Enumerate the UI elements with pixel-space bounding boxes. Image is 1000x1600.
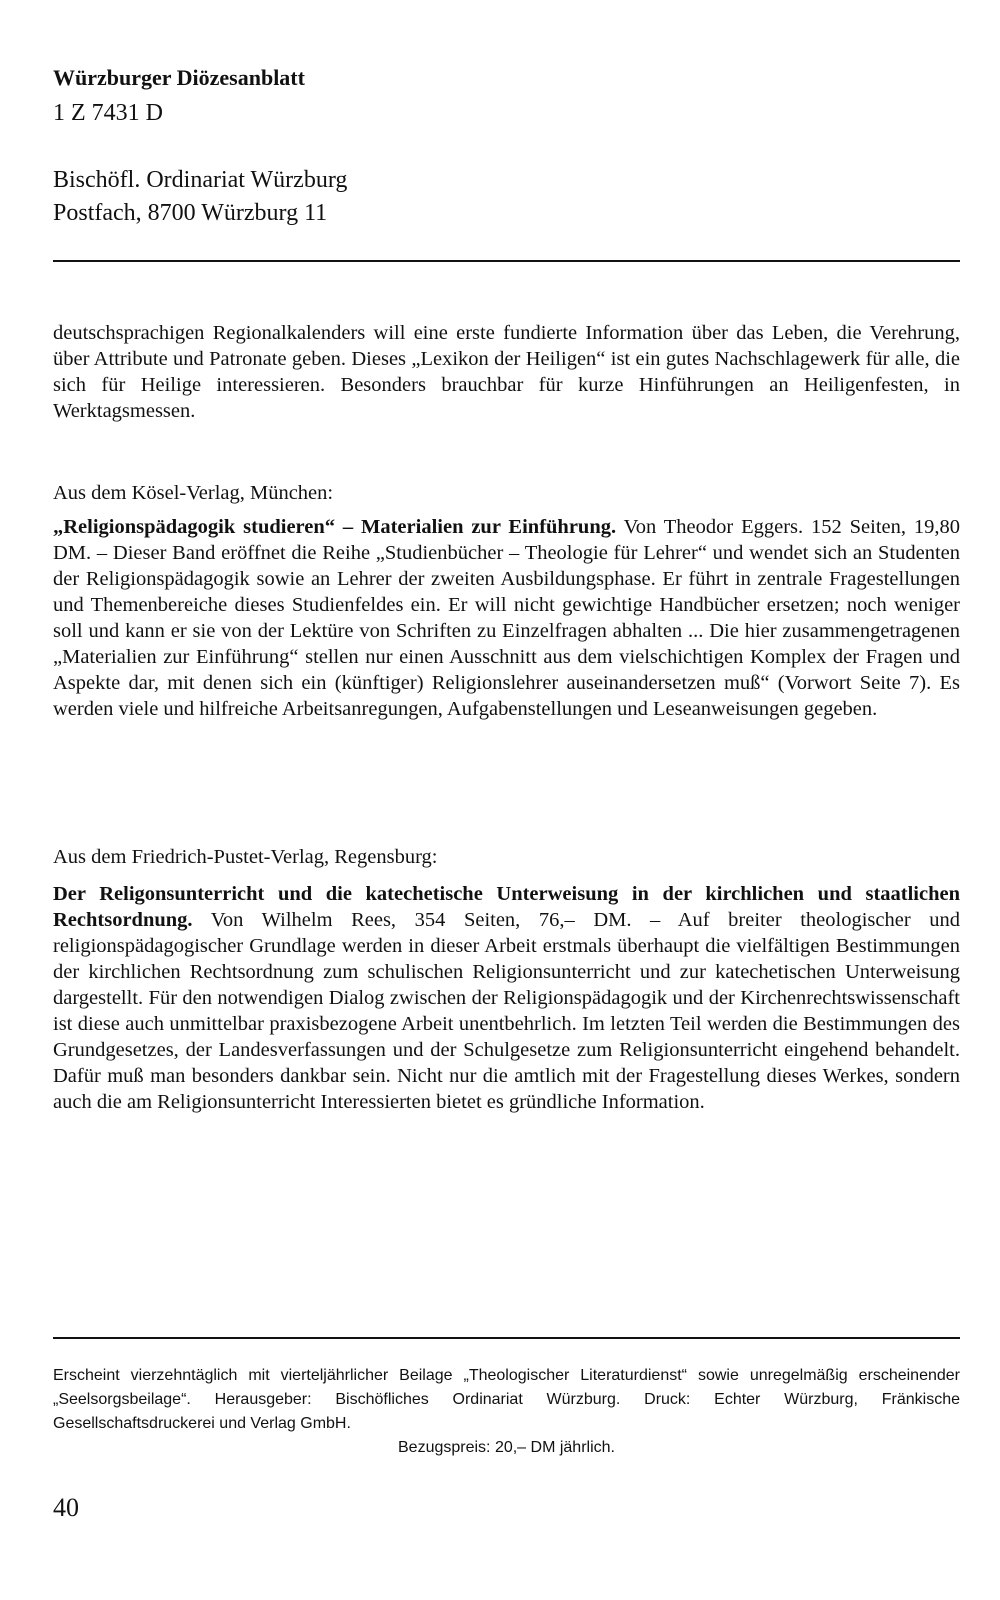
intro-paragraph: deutschsprachigen Regionalkalenders will eine erste fundierte Information über das Leben, die Verehrung, über Attribute und Patronate geben. Dieses „Lexikon der Heiligen“ ist ein gutes Nachschlagewerk für alle, die sich für Heilige interessieren. Besonders brauchbar für kurze Hinführungen an Heiligenfesten, in Werktagsmessen. xyxy=(53,322,960,422)
section-heading-koesel: Aus dem Kösel-Verlag, München: xyxy=(53,482,334,504)
subscription-price: Bezugspreis: 20,– DM jährlich. xyxy=(398,1439,615,1456)
footer-divider xyxy=(53,1337,960,1339)
page-number: 40 xyxy=(53,1493,79,1522)
book-title-pustet: Der Religonsunterricht und die katechetische Unterweisung in der kirchlichen und staatlichen Rechtsordnung. xyxy=(53,883,960,931)
book-title-koesel: „Religionspädagogik studieren“ – Materialien zur Einführung. xyxy=(53,516,617,538)
review-body-pustet: Von Wilhelm Rees, 354 Seiten, 76,– DM. – Auf breiter theologischer und religionspädagogischer Grundlage werden in dieser Arbeit erstmals überhaupt die vielfältigen Bestimmungen der kirchlichen Rechtsordnung zum schulischen Religionsunterricht und zur katechetischen Unterweisung dargestellt. Für den notwendigen Dialog zwischen der Religionspädagogik und der Kirchenrechtswissenschaft ist diese auch unmittelbar praxisbezogene Arbeit unentbehrlich. Im letzten Teil werden die Bestimmungen des Grundgesetzes, der Landesverfassungen und der Schulgesetze zum Religionsunterricht eingehend behandelt. Dafür muß man besonders dankbar sein. Nicht nur die amtlich mit der Fragestellung dieses Werkes, sondern auch die am Religionsunterricht Interessierten bietet es gründliche Information. xyxy=(53,909,960,1113)
publication-notice: Erscheint vierzehntäglich mit vierteljährlicher Beilage „Theologischer Literaturdienst“ sowie unregelmäßig erscheinender „Seelsorgsbeilage“. Herausgeber: Bischöfliches Ordinariat Würzburg. Druck: Echter Würzburg, Fränkische Gesellschaftsdruckerei und Verlag GmbH. xyxy=(53,1367,960,1432)
masthead-title: Würzburger Diözesanblatt xyxy=(53,65,305,90)
publisher-address: Postfach, 8700 Würzburg 11 xyxy=(53,200,328,226)
review-koesel xyxy=(53,514,960,722)
review-body-koesel: Von Theodor Eggers. 152 Seiten, 19,80 DM. – Dieser Band eröffnet die Reihe „Studienbücher – Theologie für Lehrer“ und wendet sich an Studenten der Religionspädagogik sowie an Lehrer der zweiten Ausbildungsphase. Er führt in zentrale Fragestellungen und Themenbereiche dieses Studienfeldes ein. Er will nicht gewichtige Handbücher ersetzen; noch weniger soll und kann er sie von der Lektüre von Schriften zu Einzelfragen abhalten ... Die hier zusammengetragenen „Materialien zur Einführung“ stellen nur einen Ausschnitt aus dem vielschichtigen Komplex der Fragen und Aspekte dar, mit denen sich ein (künftiger) Religionslehrer auseinandersetzen muß“ (Vorwort Seite 7). Es werden viele und hilfreiche Arbeitsanregungen, Aufgabenstellungen und Leseanweisungen gegeben. xyxy=(53,516,960,720)
publisher-name: Bischöfl. Ordinariat Würzburg xyxy=(53,167,348,193)
masthead-code: 1 Z 7431 D xyxy=(53,100,163,126)
review-pustet xyxy=(53,881,960,1115)
header-divider xyxy=(53,260,960,262)
section-heading-pustet: Aus dem Friedrich-Pustet-Verlag, Regensburg: xyxy=(53,846,438,868)
